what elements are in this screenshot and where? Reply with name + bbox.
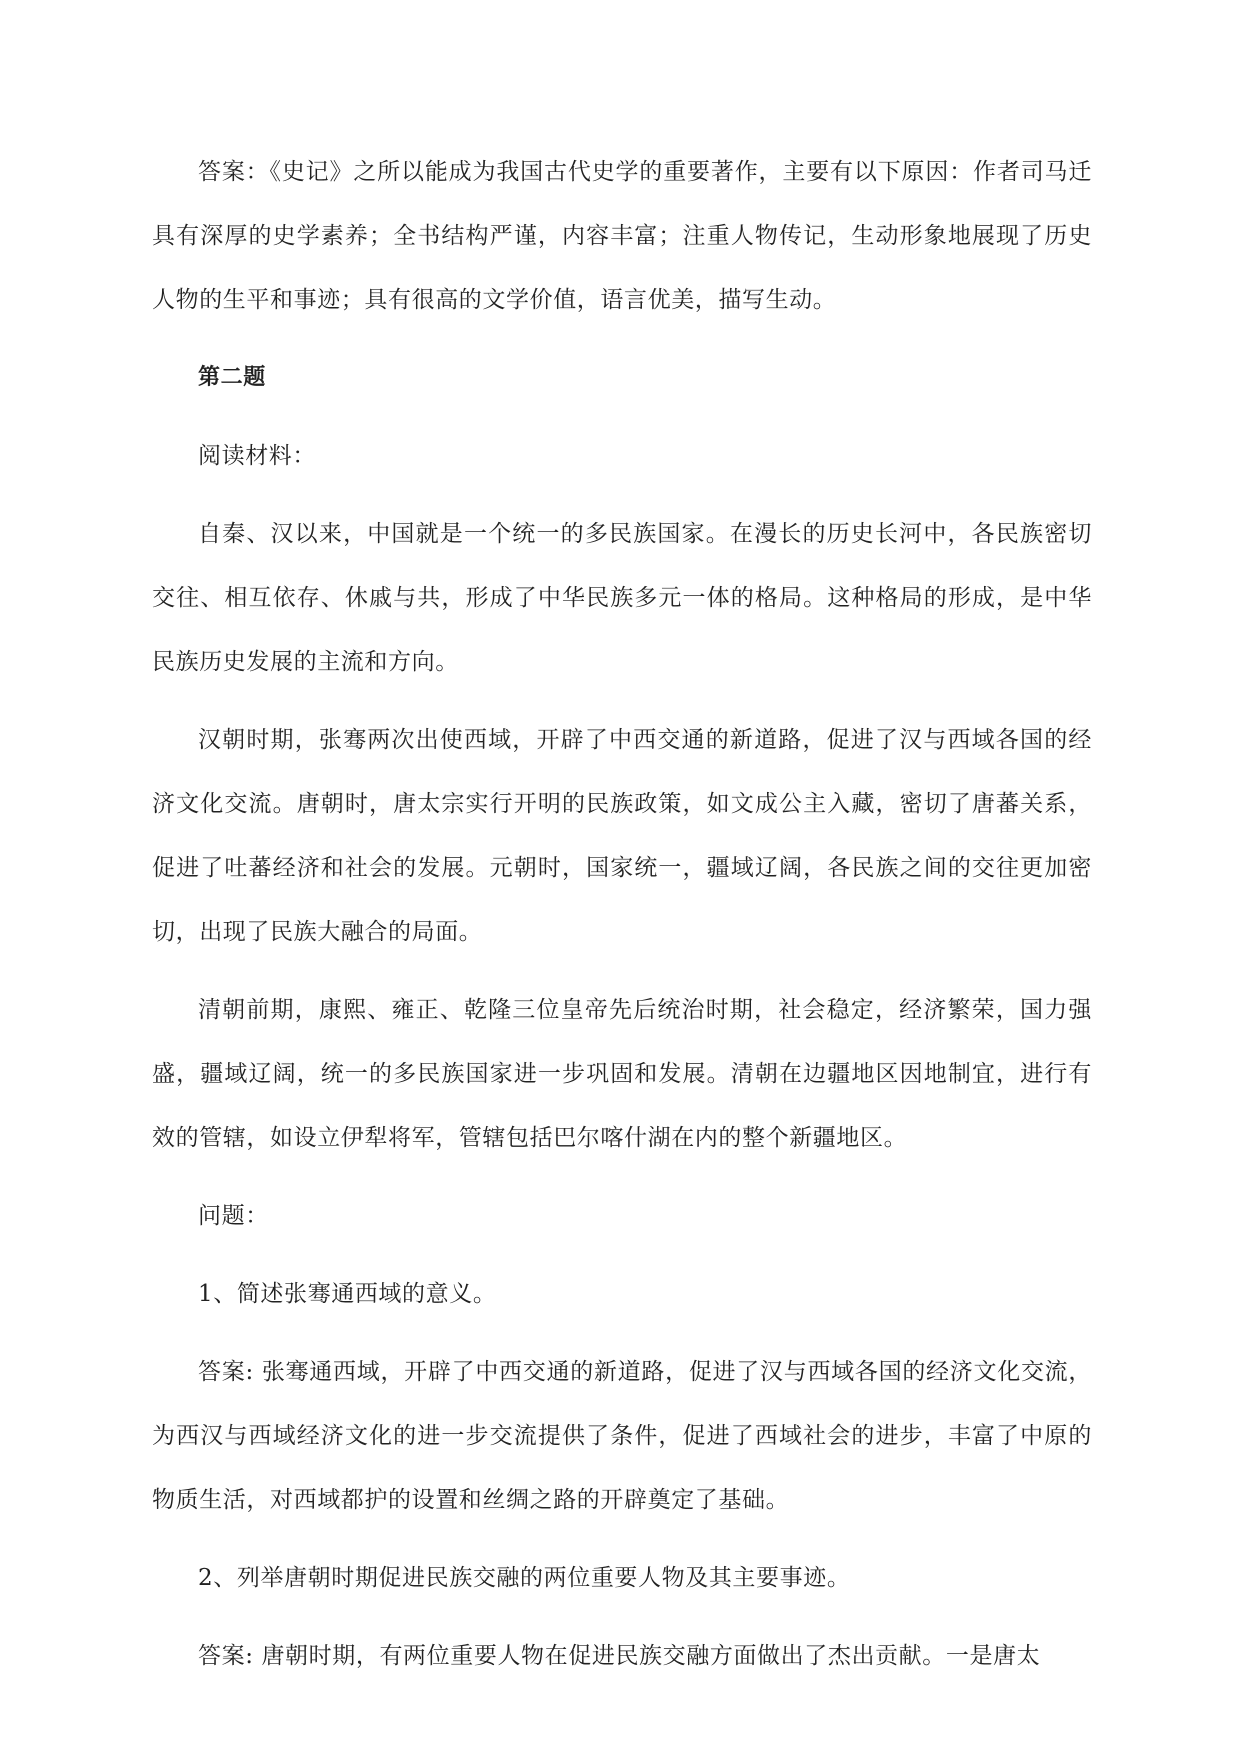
answer-paragraph: 答案: 张骞通西域，开辟了中西交通的新道路，促进了汉与西域各国的经济文化交流，为西汉与西域经济文化的进一步交流提供了条件，促进了西域社会的进步，丰富了中原的物质生活，对西域都护的设置和丝绸之路的开辟奠定了基础。 [152, 1359, 1092, 1513]
questions-label: 问题： [198, 1203, 269, 1229]
answer-paragraph: 答案：《史记》之所以能成为我国古代史学的重要著作，主要有以下原因：作者司马迁具有深厚的史学素养；全书结构严谨，内容丰富；注重人物传记，生动形象地展现了历史人物的生平和事迹；具有很高的文学价值，语言优美，描写生动。 [152, 159, 1092, 313]
document-body [152, 140, 1092, 1688]
question-item: 1、简述张骞通西域的意义。 [198, 1281, 497, 1307]
reading-material-label: 阅读材料： [198, 443, 316, 469]
material-paragraph: 清朝前期，康熙、雍正、乾隆三位皇帝先后统治时期，社会稳定，经济繁荣，国力强盛，疆域辽阔，统一的多民族国家进一步巩固和发展。清朝在边疆地区因地制宜，进行有效的管辖，如设立伊犁将军，管辖包括巴尔喀什湖在内的整个新疆地区。 [152, 997, 1092, 1151]
material-paragraph: 汉朝时期，张骞两次出使西域，开辟了中西交通的新道路，促进了汉与西域各国的经济文化交流。唐朝时，唐太宗实行开明的民族政策，如文成公主入藏，密切了唐蕃关系，促进了吐蕃经济和社会的发展。元朝时，国家统一，疆域辽阔，各民族之间的交往更加密切，出现了民族大融合的局面。 [152, 727, 1092, 945]
section-heading: 第二题 [198, 365, 266, 390]
answer-paragraph: 答案: 唐朝时期，有两位重要人物在促进民族交融方面做出了杰出贡献。一是唐太 [198, 1643, 1041, 1669]
question-item: 2、列举唐朝时期促进民族交融的两位重要人物及其主要事迹。 [198, 1565, 851, 1591]
material-paragraph: 自秦、汉以来，中国就是一个统一的多民族国家。在漫长的历史长河中，各民族密切交往、相互依存、休戚与共，形成了中华民族多元一体的格局。这种格局的形成，是中华民族历史发展的主流和方向。 [152, 521, 1092, 675]
